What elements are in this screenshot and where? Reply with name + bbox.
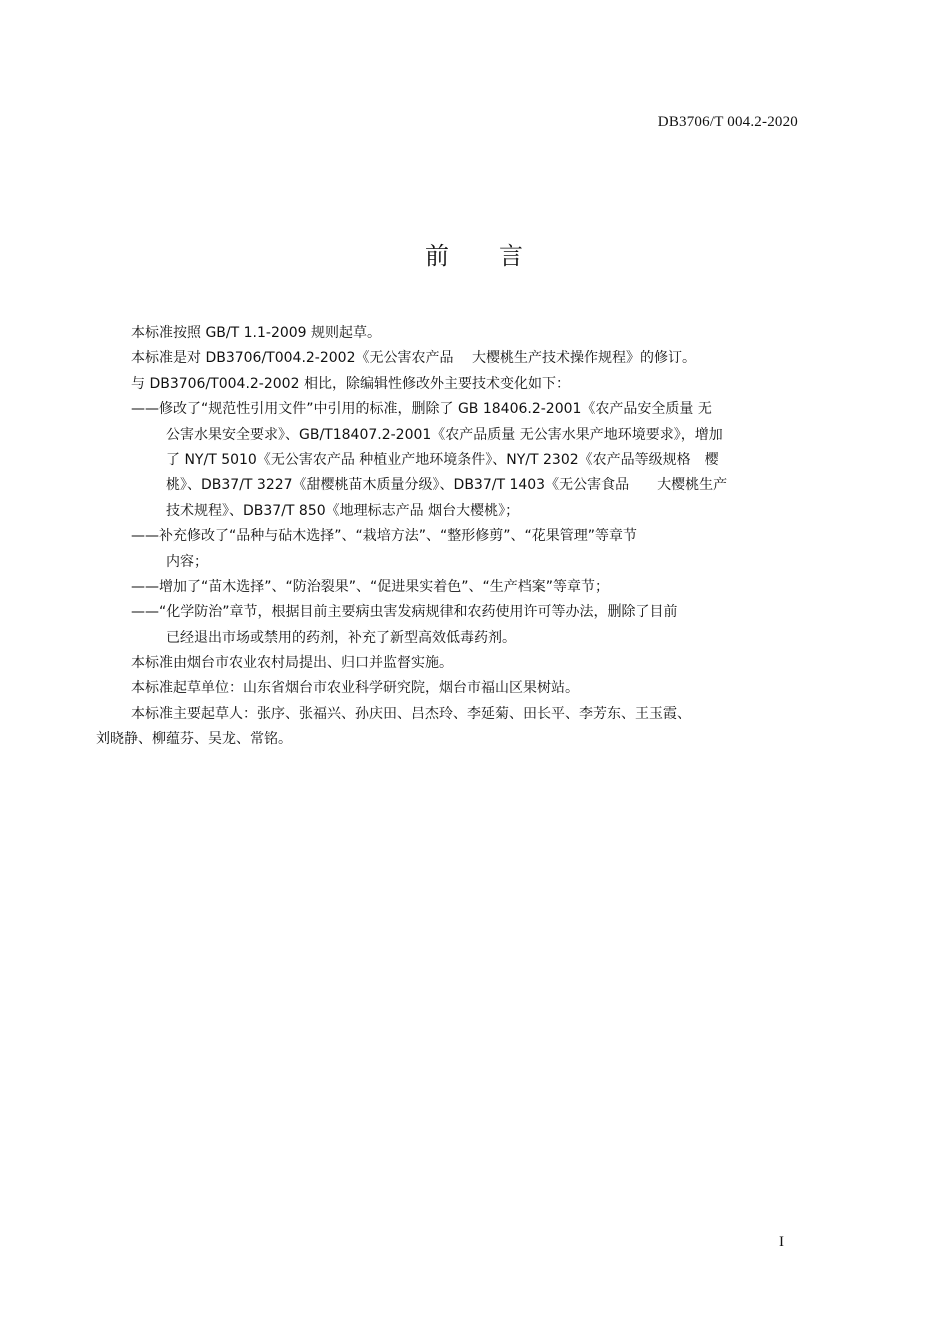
- page-title: [0, 236, 950, 271]
- change-item-1-line-4: 桃》、DB37/T 3227《甜樱桃苗木质量分级》、DB37/T 1403《无公害食品 大樱桃生产: [166, 477, 728, 494]
- paragraph-drafters-line-1: 本标准主要起草人：张序、张福兴、孙庆田、吕杰玲、李延菊、田长平、李芳东、王玉霞、: [131, 705, 691, 722]
- change-item-1-line-3: 了 NY/T 5010《无公害农产品 种植业产地环境条件》、NY/T 2302《农产品等级规格 樱: [166, 451, 719, 468]
- paragraph-drafting-units: 本标准起草单位：山东省烟台市农业科学研究院，烟台市福山区果树站。: [131, 680, 579, 697]
- document-code: DB3706/T 004.2-2020: [657, 114, 798, 130]
- change-item-1-line-1: ——修改了“规范性引用文件”中引用的标准，删除了 GB 18406.2-2001《农产品安全质量 无: [131, 401, 712, 418]
- change-item-3: ——增加了“苗木选择”、“防治裂果”、“促进果实着色”、“生产档案”等章节；: [131, 578, 610, 595]
- foreword-body: [96, 321, 806, 753]
- change-item-2-line-2: 内容；: [166, 553, 208, 570]
- paragraph-drafters-line-2: 刘晓静、柳蕴芬、吴龙、常铭。: [96, 731, 292, 748]
- change-item-4-line-1: ——“化学防治”章节，根据目前主要病虫害发病规律和农药使用许可等办法，删除了目前: [131, 604, 678, 621]
- title-char-1: 前: [425, 242, 451, 270]
- title-char-2: 言: [499, 242, 525, 270]
- paragraph-proposer: 本标准由烟台市农业农村局提出、归口并监督实施。: [131, 655, 453, 672]
- change-item-1-line-5: 技术规程》、DB37/T 850《地理标志产品 烟台大樱桃》；: [166, 502, 520, 519]
- change-item-1-line-2: 公害水果安全要求》、GB/T18407.2-2001《农产品质量 无公害水果产地环境要求》，增加: [166, 426, 723, 443]
- change-item-2-line-1: ——补充修改了“品种与砧木选择”、“栽培方法”、“整形修剪”、“花果管理”等章节: [131, 528, 638, 545]
- change-item-4-line-2: 已经退出市场或禁用的药剂，补充了新型高效低毒药剂。: [166, 629, 516, 646]
- paragraph-changes-intro: 与 DB3706/T004.2-2002 相比，除编辑性修改外主要技术变化如下：: [131, 375, 570, 392]
- paragraph-revision-of: 本标准是对 DB3706/T004.2-2002《无公害农产品 大樱桃生产技术操作规程》的修订。: [131, 350, 696, 367]
- page-number: I: [779, 1234, 784, 1250]
- paragraph-drafting-rule: 本标准按照 GB/T 1.1-2009 规则起草。: [131, 325, 382, 341]
